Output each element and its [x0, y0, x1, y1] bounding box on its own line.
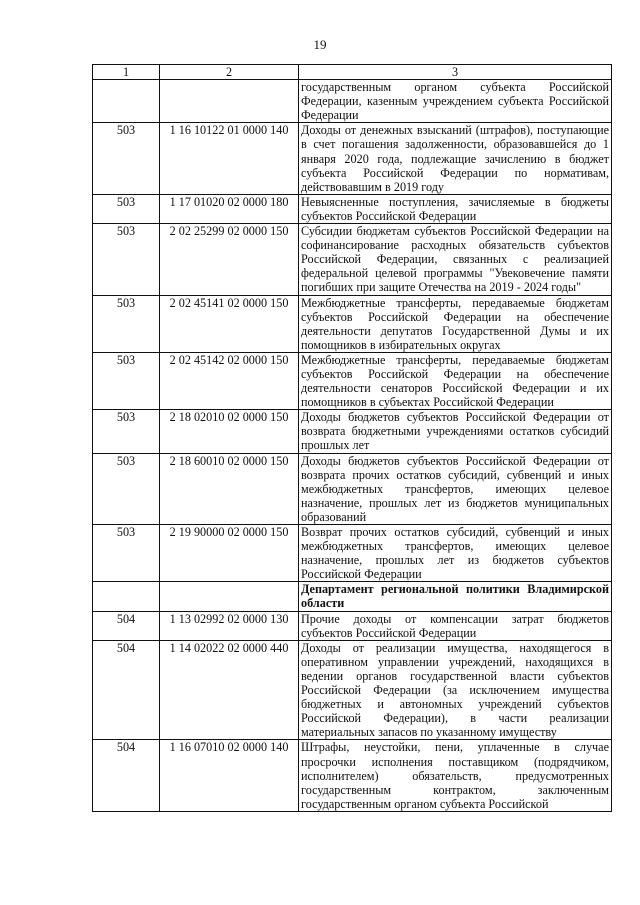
header-col-3: 3 — [299, 65, 612, 80]
admin-code-cell: 503 — [93, 410, 160, 453]
budget-code-cell: 2 18 02010 02 0000 150 — [160, 410, 299, 453]
header-col-1: 1 — [93, 65, 160, 80]
budget-code-cell: 1 14 02022 02 0000 440 — [160, 640, 299, 740]
description-cell: Прочие доходы от компенсации затрат бюджетов субъектов Российской Федерации — [299, 611, 612, 640]
table-row — [93, 453, 612, 524]
admin-code-cell: 503 — [93, 123, 160, 194]
table-row — [93, 80, 612, 123]
revenue-classification-table — [92, 64, 612, 812]
budget-code-cell — [160, 582, 299, 611]
budget-code-cell: 2 18 60010 02 0000 150 — [160, 453, 299, 524]
description-cell: Межбюджетные трансферты, передаваемые бюджетам субъектов Российской Федерации на обеспечение деятельности депутатов Государственной Думы и их помощников в избирательных округах — [299, 295, 612, 352]
admin-code-cell: 503 — [93, 224, 160, 295]
table-row — [93, 194, 612, 223]
table-row — [93, 295, 612, 352]
description-cell: Субсидии бюджетам субъектов Российской Федерации на софинансирование расходных обязательств субъектов Российской Федерации, связанных с реализацией федеральной целевой программы "Увековечение памяти погибших при защите Отечества на 2019 - 2024 годы" — [299, 224, 612, 295]
table-row — [93, 525, 612, 582]
admin-code-cell — [93, 80, 160, 123]
budget-code-cell — [160, 80, 299, 123]
table-row — [93, 123, 612, 194]
admin-code-cell: 504 — [93, 640, 160, 740]
description-cell: Департамент региональной политики Владимирской области — [299, 582, 612, 611]
table-row — [93, 740, 612, 811]
budget-code-cell: 2 02 45141 02 0000 150 — [160, 295, 299, 352]
budget-code-cell: 1 17 01020 02 0000 180 — [160, 194, 299, 223]
table-row — [93, 611, 612, 640]
table-row — [93, 410, 612, 453]
admin-code-cell: 503 — [93, 525, 160, 582]
budget-code-cell: 2 19 90000 02 0000 150 — [160, 525, 299, 582]
budget-code-cell: 1 13 02992 02 0000 130 — [160, 611, 299, 640]
budget-code-cell: 1 16 07010 02 0000 140 — [160, 740, 299, 811]
table-row — [93, 582, 612, 611]
description-cell: Возврат прочих остатков субсидий, субвенций и иных межбюджетных трансфертов, имеющих целевое назначение, прошлых лет из бюджетов субъектов Российской Федерации — [299, 525, 612, 582]
table-header-row — [93, 65, 612, 80]
admin-code-cell: 503 — [93, 194, 160, 223]
budget-code-cell: 2 02 25299 02 0000 150 — [160, 224, 299, 295]
description-cell: Доходы от реализации имущества, находящегося в оперативном управлении учреждений, находящихся в ведении органов государственной власти субъектов Российской Федерации (за исключением имущества бюджетных и автономных учреждений субъектов Российской Федерации), в части реализации материальных запасов по указанному имуществу — [299, 640, 612, 740]
budget-code-cell: 1 16 10122 01 0000 140 — [160, 123, 299, 194]
admin-code-cell: 503 — [93, 295, 160, 352]
budget-code-cell: 2 02 45142 02 0000 150 — [160, 352, 299, 409]
description-cell: Доходы от денежных взысканий (штрафов), поступающие в счет погашения задолженности, образовавшейся до 1 января 2020 года, подлежащие зачислению в бюджет субъекта Российской Федерации по нормативам, действовавшим в 2019 году — [299, 123, 612, 194]
admin-code-cell — [93, 582, 160, 611]
description-cell: государственным органом субъекта Российской Федерации, казенным учреждением субъекта Российской Федерации — [299, 80, 612, 123]
description-cell: Невыясненные поступления, зачисляемые в бюджеты субъектов Российской Федерации — [299, 194, 612, 223]
description-cell: Доходы бюджетов субъектов Российской Федерации от возврата прочих остатков субсидий, субвенций и иных межбюджетных трансфертов, имеющих целевое назначение, прошлых лет из бюджетов муниципальных образований — [299, 453, 612, 524]
table-row — [93, 640, 612, 740]
description-cell: Межбюджетные трансферты, передаваемые бюджетам субъектов Российской Федерации на обеспечение деятельности сенаторов Российской Федерации и их помощников в субъектах Российской Федерации — [299, 352, 612, 409]
admin-code-cell: 503 — [93, 453, 160, 524]
admin-code-cell: 504 — [93, 611, 160, 640]
table-row — [93, 224, 612, 295]
description-cell: Штрафы, неустойки, пени, уплаченные в случае просрочки исполнения поставщиком (подрядчиком, исполнителем) обязательств, предусмотренных государственным контрактом, заключенным государственным органом субъекта Российской — [299, 740, 612, 811]
table-row — [93, 352, 612, 409]
admin-code-cell: 504 — [93, 740, 160, 811]
page-number: 19 — [313, 37, 327, 52]
admin-code-cell: 503 — [93, 352, 160, 409]
description-cell: Доходы бюджетов субъектов Российской Федерации от возврата бюджетными учреждениями остатков субсидий прошлых лет — [299, 410, 612, 453]
header-col-2: 2 — [160, 65, 299, 80]
